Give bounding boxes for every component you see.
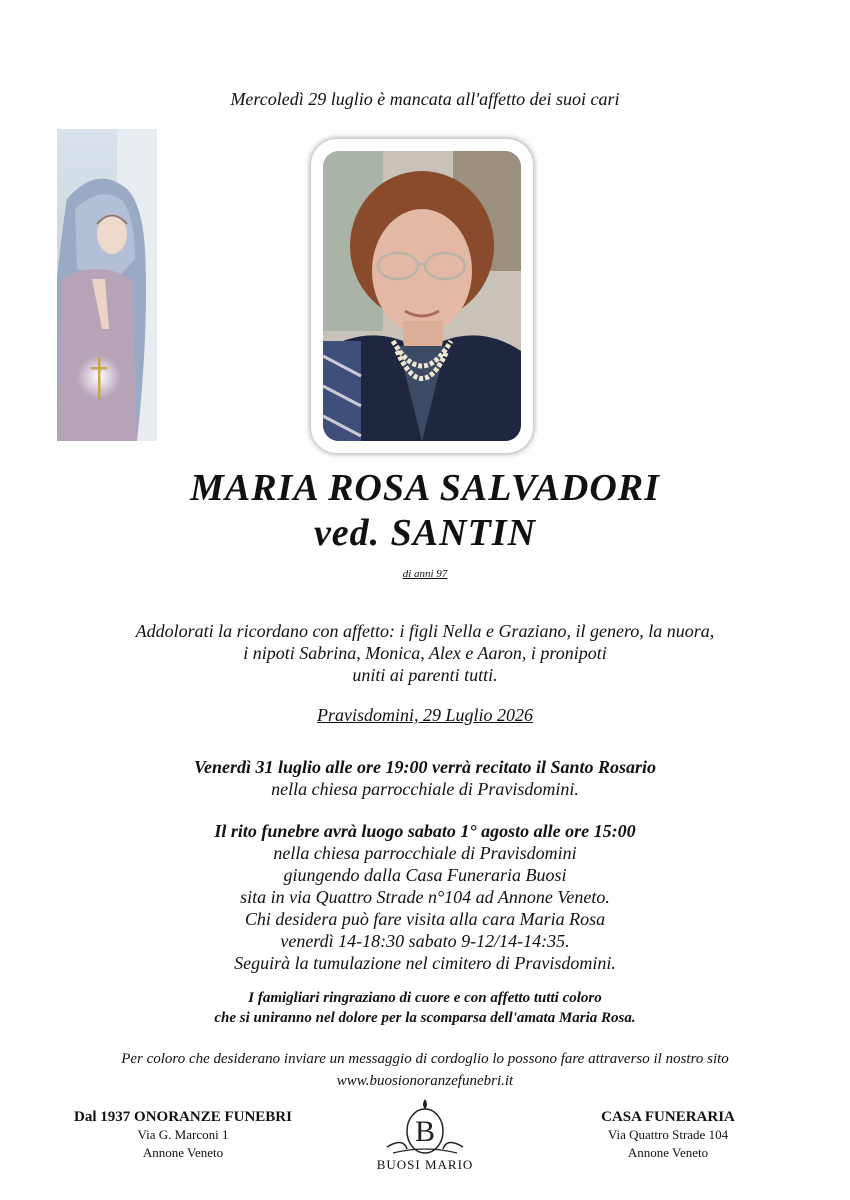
age-label: di anni 97 (402, 568, 448, 580)
mourners-line: i nipoti Sabrina, Monica, Alex e Aaron, i pronipoti (243, 643, 607, 663)
footer-left-title: Dal 1937 ONORANZE FUNEBRI (74, 1109, 292, 1125)
mourners-line: uniti ai parenti tutti. (352, 665, 498, 685)
funeral-line: nella chiesa parrocchiale di Pravisdomini (273, 843, 577, 863)
place-date: Pravisdomini, 29 Luglio 2026 (316, 705, 533, 725)
mourners-text (0, 620, 850, 686)
thanks-text (0, 988, 850, 1028)
condolence-line: Per coloro che desiderano inviare un messaggio di cordoglio lo possono fare attraverso il nostro sito (121, 1051, 729, 1067)
funeral-line: Chi desidera può fare visita alla cara Maria Rosa (244, 909, 606, 929)
footer-right-block (518, 1108, 818, 1162)
footer-left-block (33, 1108, 333, 1162)
funeral-line: Seguirà la tumulazione nel cimitero di Pravisdomini. (234, 953, 616, 973)
buosi-logo (373, 1097, 477, 1177)
funeral-line: venerdì 14-18:30 sabato 9-12/14-14:35. (280, 931, 570, 951)
thanks-line: che si uniranno nel dolore per la scomparsa dell'amata Maria Rosa. (214, 1010, 636, 1026)
rosary-detail: nella chiesa parrocchiale di Pravisdomini. (271, 779, 579, 799)
mourners-line: Addolorati la ricordano con affetto: i figli Nella e Graziano, il genero, la nuora, (135, 621, 715, 641)
condolence-text (0, 1048, 850, 1092)
logo-letter: B (414, 1115, 436, 1148)
madonna-image (57, 129, 157, 441)
widow-of-name: ved. SANTIN (313, 512, 537, 554)
footer-left-address: Via G. Marconi 1 (137, 1127, 229, 1142)
thanks-line: I famigliari ringraziano di cuore e con affetto tutti coloro (248, 990, 602, 1006)
footer-right-address: Via Quattro Strade 104 (607, 1127, 729, 1142)
funeral-line: sita in via Quattro Strade n°104 ad Annone Veneto. (240, 887, 610, 907)
portrait-photo (323, 151, 521, 441)
funeral-line: giungendo dalla Casa Funeraria Buosi (283, 865, 567, 885)
footer-left-city: Annone Veneto (142, 1145, 224, 1160)
rosary-announcement (0, 756, 850, 800)
logo-text: BUOSI MARIO (376, 1157, 474, 1172)
funeral-announcement (0, 820, 850, 974)
website-link[interactable]: www.buosionoranzefunebri.it (336, 1073, 514, 1089)
funeral-headline: Il rito funebre avrà luogo sabato 1° agosto alle ore 15:00 (214, 821, 636, 841)
intro-text: Mercoledì 29 luglio è mancata all'affetto dei suoi cari (230, 89, 620, 109)
rosary-headline: Venerdì 31 luglio alle ore 19:00 verrà recitato il Santo Rosario (193, 757, 656, 777)
portrait-frame (311, 139, 533, 453)
footer-right-title: CASA FUNERARIA (601, 1109, 735, 1125)
footer-right-city: Annone Veneto (627, 1145, 709, 1160)
deceased-name: MARIA ROSA SALVADORI (190, 467, 660, 509)
